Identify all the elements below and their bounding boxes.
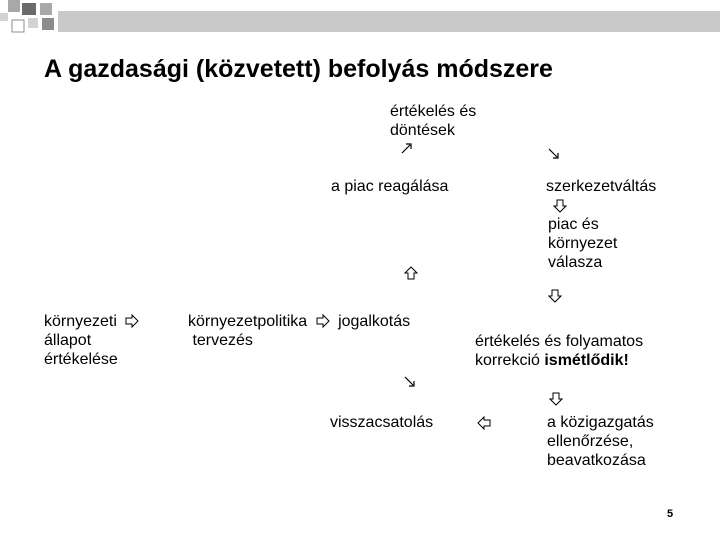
node-line: értékelés és <box>390 103 477 120</box>
arrow-left-icon <box>477 416 491 430</box>
node-line: a közigazgatás <box>547 414 654 431</box>
arrow-down-right-icon <box>547 147 561 161</box>
header-decoration <box>0 0 720 40</box>
node-line: korrekció <box>475 352 545 369</box>
arrow-up-icon <box>404 266 418 280</box>
node-kornyezeti-allapot <box>44 312 139 369</box>
node-line: piac és <box>548 216 599 233</box>
node-kornyezetpolitika <box>188 312 410 350</box>
node-line: válasza <box>548 254 603 271</box>
node-line: állapot <box>44 332 92 349</box>
node-kozigazgatas <box>547 413 654 470</box>
node-ertekeles-dontesek <box>390 102 476 140</box>
arrow-down-icon <box>549 392 563 406</box>
node-ertekeles-korrekcio <box>475 332 643 370</box>
node-line: döntések <box>390 122 455 139</box>
node-line: környezet <box>548 235 618 252</box>
arrow-down-right-icon <box>403 375 417 389</box>
arrow-down-icon <box>548 289 562 303</box>
node-line: jogalkotás <box>338 313 411 330</box>
node-szerkezetvaltas: szerkezetváltás <box>546 178 657 195</box>
node-piac-kornyezet <box>548 215 617 272</box>
arrow-right-icon <box>316 314 330 328</box>
node-line: értékelése <box>44 351 118 368</box>
node-line: értékelés és folyamatos <box>475 333 644 350</box>
node-piac-reagalasa: a piac reagálása <box>331 178 449 195</box>
arrow-right-icon <box>125 314 139 328</box>
arrow-down-icon <box>553 199 567 213</box>
node-line: környezetpolitika <box>188 313 308 330</box>
slide-title: A gazdasági (közvetett) befolyás módszere <box>44 55 553 83</box>
node-line: ellenőrzése, <box>547 433 634 450</box>
node-line: környezeti <box>44 313 117 330</box>
page-number: 5 <box>667 508 674 520</box>
node-emphasis: ismétlődik! <box>544 352 629 369</box>
node-line: beavatkozása <box>547 452 646 469</box>
node-line: tervezés <box>188 332 253 349</box>
node-visszacsatolas: visszacsatolás <box>330 414 434 431</box>
arrow-up-right-icon <box>400 141 414 155</box>
